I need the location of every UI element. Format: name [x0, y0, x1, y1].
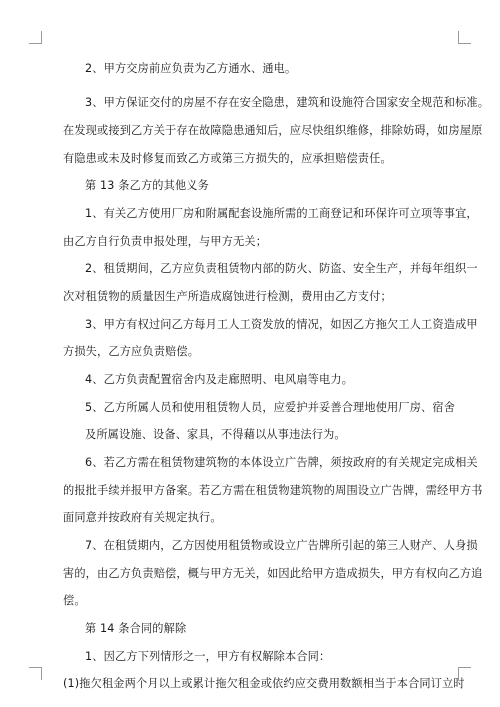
- paragraph-line: (1)拖欠租金两个月以上或累计拖欠租金或依约应交费用数额相当于本合同订立时: [63, 677, 465, 690]
- paragraph-line: 3、甲方保证交付的房屋不存在安全隐患，建筑和设施符合国家安全规范和标准。: [85, 96, 490, 109]
- paragraph-line: 面同意并按政府有关规定执行。: [63, 511, 222, 524]
- paragraph-line: 由乙方自行负责申报处理，与甲方无关；: [63, 235, 268, 248]
- paragraph-line: 7、在租赁期内，乙方因使用租赁物或设立广告牌所引起的第三人财产、人身损: [85, 539, 478, 552]
- crop-mark-top-left: [29, 31, 42, 44]
- paragraph-line: 在发现或接到乙方关于存在故障隐患通知后，应尽快组织维修，排除妨碍，如房屋原: [63, 124, 483, 137]
- section-heading: 第 14 条合同的解除: [85, 622, 187, 635]
- paragraph-line: 1、有关乙方使用厂房和附属配套设施所需的工商登记和环保许可立项等事宜，: [85, 207, 478, 220]
- crop-mark-top-right: [458, 31, 471, 44]
- paragraph-line: 6、若乙方需在租赁物建筑物的本体设立广告牌，须按政府的有关规定完成相关: [85, 456, 478, 469]
- paragraph-line: 有隐患或未及时修复而致乙方或第三方损失的，应承担赔偿责任。: [63, 152, 392, 165]
- paragraph-line: 2、租赁期间，乙方应负责租赁物内部的防火、防盗、安全生产，并每年组织一: [85, 262, 478, 275]
- paragraph-line: 1、因乙方下列情形之一，甲方有权解除本合同：: [85, 650, 331, 663]
- paragraph-line: 及所属设施、设备、家具，不得藉以从事违法行为。: [85, 428, 346, 441]
- paragraph-line: 2、甲方交房前应负责为乙方通水、通电。: [85, 62, 297, 75]
- paragraph-line: 5、乙方所属人员和使用租赁物人员，应爱护并妥善合理地使用厂房、宿舍: [85, 401, 456, 414]
- paragraph-line: 的报批手续并报甲方备案。若乙方需在租赁物建筑物的周围设立广告牌，需经甲方书: [63, 484, 483, 497]
- paragraph-line: 4、乙方负责配置宿舍内及走廊照明、电风扇等电力。: [85, 373, 354, 386]
- paragraph-line: 3、甲方有权过问乙方每月工人工资发放的情况，如因乙方拖欠工人工资造成甲: [85, 318, 478, 331]
- paragraph-line: 方损失，乙方应负责赔偿。: [63, 345, 200, 358]
- crop-mark-bottom-left: [29, 667, 42, 680]
- paragraph-line: 害的，由乙方负责赔偿，概与甲方无关，如因此给甲方造成损失，甲方有权向乙方追: [63, 567, 483, 580]
- paragraph-line: 偿。: [63, 594, 86, 607]
- paragraph-line: 次对租赁物的质量因生产所造成腐蚀进行检测，费用由乙方支付；: [63, 290, 392, 303]
- section-heading: 第 13 条乙方的其他义务: [85, 179, 209, 192]
